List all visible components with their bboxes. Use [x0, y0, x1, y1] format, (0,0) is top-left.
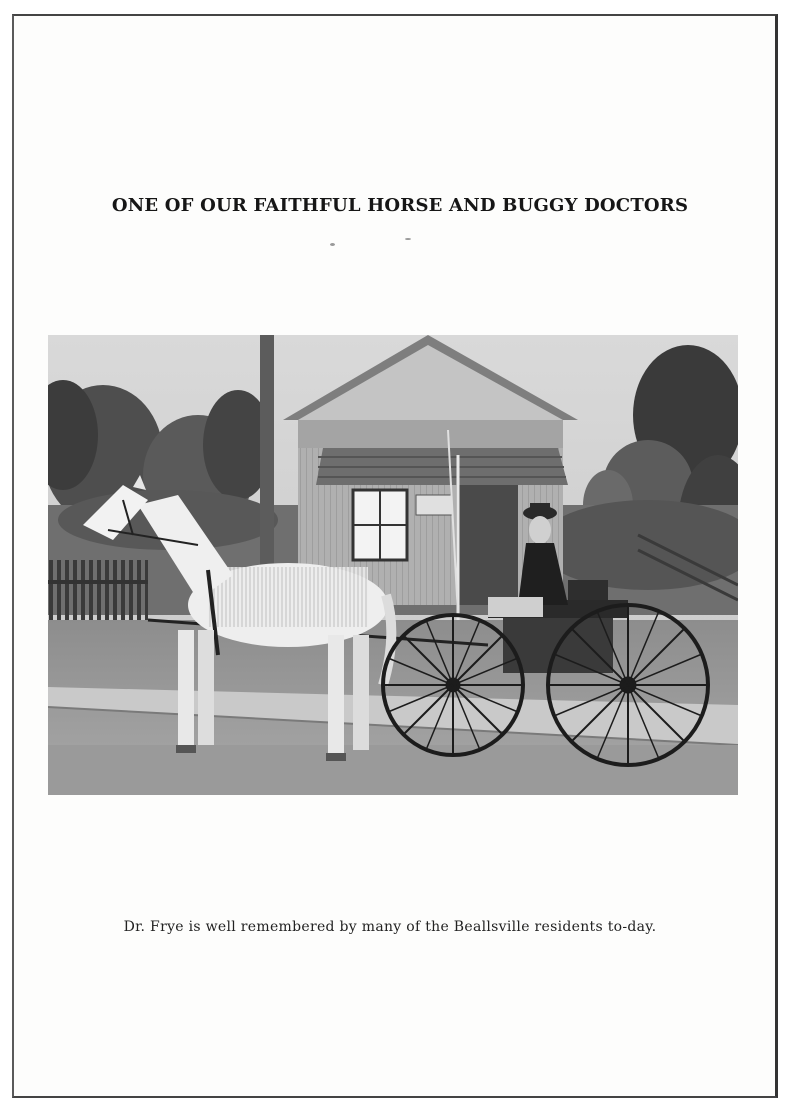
- picket-fence: [48, 560, 148, 625]
- buggy-front-wheel: [383, 615, 523, 755]
- print-speck: [330, 243, 335, 246]
- page-heading: ONE OF OUR FAITHFUL HORSE AND BUGGY DOCTORS: [111, 195, 689, 216]
- historical-photograph: [48, 335, 738, 795]
- horse-and-buggy-photo: [48, 335, 738, 795]
- photo-caption: Dr. Frye is well remembered by many of the Beallsville residents to-day.: [123, 919, 657, 935]
- print-speck: [405, 238, 411, 240]
- buggy-rear-wheel: [548, 605, 708, 765]
